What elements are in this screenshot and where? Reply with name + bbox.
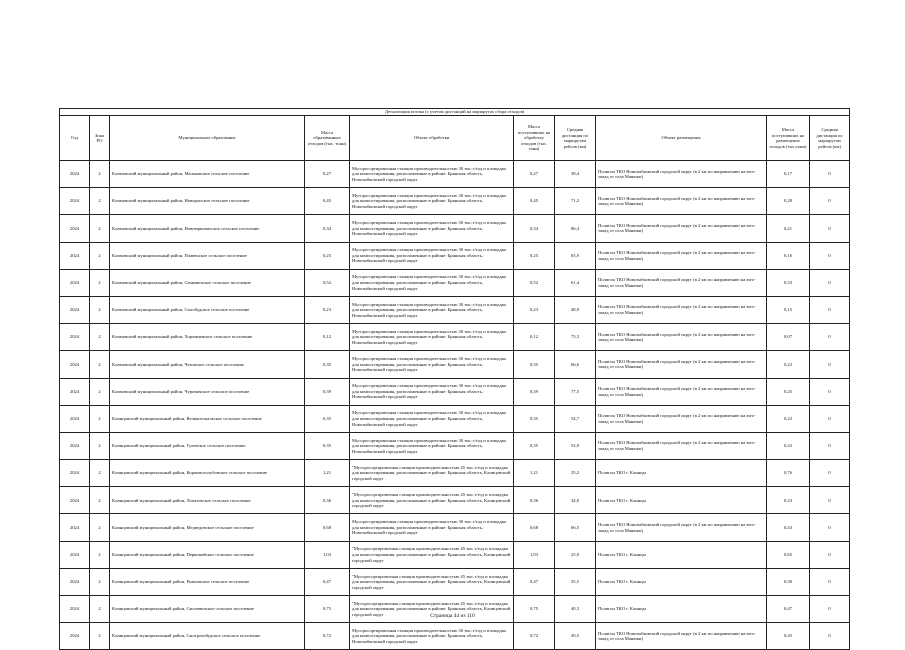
cell-avg-distance-route: 40,3 xyxy=(555,596,596,623)
table-row xyxy=(60,296,850,323)
cell-municipality: Клинцовский муниципальный район, Рожновское сельское поселение xyxy=(110,568,305,595)
cell-facility: "Мусоросортировочная станция производительностью 45 тыс.т/год и площадка для компостирования, расположенные в районе: Брянская область, Клинцовский городской округ xyxy=(350,460,514,487)
cell-disposal-mass: 0,07 xyxy=(767,324,810,351)
cell-received-mass: 1,21 xyxy=(514,460,555,487)
page-number: Страница 44 из 110 xyxy=(430,613,475,619)
cell-municipality: Климовский муниципальный район, Плавенское сельское поселение xyxy=(110,242,305,269)
cell-disposal-mass: 0,43 xyxy=(767,514,810,541)
cell-zone: 2 xyxy=(90,188,110,215)
cell-received-mass: 0,52 xyxy=(514,269,555,296)
cell-year: 2024 xyxy=(60,324,90,351)
cell-municipality: Климовский муниципальный район, Чуровичское сельское поселение xyxy=(110,378,305,405)
cell-facility: Мусоросортировочная станция производительностью 30 тыс.т/год и площадка для компостирования, расположенные в районе: Брянская область, Новозыбковский городской округ xyxy=(350,296,514,323)
cell-avg-distance-trips: 0 xyxy=(810,188,850,215)
cell-waste-mass: 0,36 xyxy=(305,487,350,514)
cell-facility: "Мусоросортировочная станция производительностью 45 тыс.т/год и площадка для компостирования, расположенные в районе: Брянская область, Клинцовский городской округ xyxy=(350,541,514,568)
cell-zone: 2 xyxy=(90,432,110,459)
cell-disposal-object: Полигон ТКО Новозыбковский городской округ (в 2 км по направлению на юго-запад от села Манюки) xyxy=(596,351,767,378)
header-disposal-mass: Масса поступивших на размещение отходов (тыс.тонн) xyxy=(767,116,810,161)
cell-facility: Мусоросортировочная станция производительностью 30 тыс.т/год и площадка для компостирования, расположенные в районе: Брянская область, Новозыбковский городской округ xyxy=(350,623,514,650)
cell-disposal-mass: 0,17 xyxy=(767,161,810,188)
cell-year: 2024 xyxy=(60,296,90,323)
cell-zone: 2 xyxy=(90,623,110,650)
cell-facility: "Мусоросортировочная станция производительностью 45 тыс.т/год и площадка для компостирования, расположенные в районе: Брянская область, Клинцовский городской округ xyxy=(350,568,514,595)
cell-disposal-object: Полигон ТКО Новозыбковский городской округ (в 2 км по направлению на юго-запад от села Манюки) xyxy=(596,514,767,541)
table-row xyxy=(60,487,850,514)
cell-received-mass: 0,45 xyxy=(514,188,555,215)
cell-avg-distance-route: 35,2 xyxy=(555,460,596,487)
cell-zone: 2 xyxy=(90,324,110,351)
cell-avg-distance-trips: 0 xyxy=(810,161,850,188)
cell-waste-mass: 0,52 xyxy=(305,269,350,296)
cell-waste-mass: 0,75 xyxy=(305,596,350,623)
cell-waste-mass: 0,39 xyxy=(305,378,350,405)
cell-disposal-object: Полигон ТКО Новозыбковский городской округ (в 2 км по направлению на юго-запад от села Манюки) xyxy=(596,296,767,323)
cell-received-mass: 0,27 xyxy=(514,161,555,188)
cell-waste-mass: 0,68 xyxy=(305,514,350,541)
cell-waste-mass: 0,47 xyxy=(305,568,350,595)
cell-avg-distance-trips: 0 xyxy=(810,541,850,568)
cell-disposal-mass: 0,22 xyxy=(767,351,810,378)
cell-zone: 2 xyxy=(90,460,110,487)
cell-received-mass: 0,35 xyxy=(514,405,555,432)
cell-municipality: Климовский муниципальный район, Сачковичское сельское поселение xyxy=(110,269,305,296)
cell-received-mass: 0,34 xyxy=(514,215,555,242)
cell-avg-distance-route: 52,9 xyxy=(555,432,596,459)
waste-flow-table xyxy=(59,108,850,650)
cell-disposal-object: Полигон ТКО Новозыбковский городской округ (в 2 км по направлению на юго-запад от села Манюки) xyxy=(596,188,767,215)
cell-year: 2024 xyxy=(60,487,90,514)
cell-disposal-mass: 0,21 xyxy=(767,215,810,242)
cell-zone: 2 xyxy=(90,161,110,188)
header-municipality: Муниципальное образование xyxy=(110,116,305,161)
cell-received-mass: 0,47 xyxy=(514,568,555,595)
cell-disposal-mass: 0,65 xyxy=(767,541,810,568)
cell-facility: Мусоросортировочная станция производительностью 30 тыс.т/год и площадка для компостирования, расположенные в районе: Брянская область, Новозыбковский городской округ xyxy=(350,351,514,378)
cell-zone: 2 xyxy=(90,351,110,378)
cell-facility: Мусоросортировочная станция производительностью 30 тыс.т/год и площадка для компостирования, расположенные в районе: Брянская область, Новозыбковский городской округ xyxy=(350,378,514,405)
cell-received-mass: 0,72 xyxy=(514,623,555,650)
cell-avg-distance-trips: 0 xyxy=(810,324,850,351)
cell-year: 2024 xyxy=(60,242,90,269)
cell-avg-distance-trips: 0 xyxy=(810,568,850,595)
cell-year: 2024 xyxy=(60,541,90,568)
table-row xyxy=(60,460,850,487)
cell-avg-distance-trips: 0 xyxy=(810,623,850,650)
cell-year: 2024 xyxy=(60,269,90,296)
cell-municipality: Климовский муниципальный район, Новоюрковичское сельское поселение xyxy=(110,215,305,242)
cell-disposal-object: Полигон ТКО Новозыбковский городской округ (в 2 км по направлению на юго-запад от села Манюки) xyxy=(596,242,767,269)
cell-zone: 2 xyxy=(90,405,110,432)
cell-municipality: Климовский муниципальный район, Сытобудское сельское поселение xyxy=(110,296,305,323)
cell-municipality: Климовский муниципальный район, Хоромненское сельское поселение xyxy=(110,324,305,351)
cell-waste-mass: 0,72 xyxy=(305,623,350,650)
cell-disposal-mass: 0,28 xyxy=(767,188,810,215)
cell-avg-distance-route: 25,0 xyxy=(555,541,596,568)
cell-avg-distance-route: 73,3 xyxy=(555,324,596,351)
table-row xyxy=(60,324,850,351)
cell-zone: 2 xyxy=(90,487,110,514)
cell-avg-distance-trips: 0 xyxy=(810,432,850,459)
cell-facility: "Мусоросортировочная станция производительностью 45 тыс.т/год и площадка для компостирования, расположенные в районе: Брянская область, Клинцовский городской округ xyxy=(350,596,514,623)
cell-facility: Мусоросортировочная станция производительностью 30 тыс.т/год и площадка для компостирования, расположенные в районе: Брянская область, Новозыбковский городской округ xyxy=(350,269,514,296)
cell-received-mass: 0,68 xyxy=(514,514,555,541)
cell-avg-distance-trips: 0 xyxy=(810,514,850,541)
cell-facility: Мусоросортировочная станция производительностью 30 тыс.т/год и площадка для компостирования, расположенные в районе: Брянская область, Новозыбковский городской округ xyxy=(350,514,514,541)
cell-disposal-mass: 0,47 xyxy=(767,596,810,623)
cell-avg-distance-route: 65,9 xyxy=(555,242,596,269)
cell-disposal-mass: 0,33 xyxy=(767,269,810,296)
cell-year: 2024 xyxy=(60,596,90,623)
cell-disposal-mass: 0,45 xyxy=(767,623,810,650)
table-row xyxy=(60,541,850,568)
table-row xyxy=(60,405,850,432)
header-avg-distance-trips: Средняя дистанция по маршрутам рейсов (км) xyxy=(810,116,850,161)
cell-disposal-mass: 0,15 xyxy=(767,296,810,323)
cell-municipality: Клинцовский муниципальный район, Великотопальское сельское поселение xyxy=(110,405,305,432)
table-row xyxy=(60,188,850,215)
cell-avg-distance-route: 71,2 xyxy=(555,188,596,215)
cell-avg-distance-trips: 0 xyxy=(810,460,850,487)
cell-year: 2024 xyxy=(60,215,90,242)
table-row xyxy=(60,568,850,595)
cell-waste-mass: 0,12 xyxy=(305,324,350,351)
cell-disposal-mass: 0,16 xyxy=(767,242,810,269)
cell-avg-distance-route: 66,6 xyxy=(555,351,596,378)
cell-disposal-object: Полигон ТКО Новозыбковский городской округ (в 2 км по направлению на юго-запад от села Манюки) xyxy=(596,432,767,459)
cell-disposal-object: Полигон ТКО Новозыбковский городской округ (в 2 км по направлению на юго-запад от села Манюки) xyxy=(596,161,767,188)
cell-year: 2024 xyxy=(60,351,90,378)
cell-waste-mass: 0,35 xyxy=(305,351,350,378)
cell-year: 2024 xyxy=(60,432,90,459)
cell-facility: Мусоросортировочная станция производительностью 30 тыс.т/год и площадка для компостирования, расположенные в районе: Брянская область, Новозыбковский городской округ xyxy=(350,324,514,351)
cell-year: 2024 xyxy=(60,623,90,650)
table-row xyxy=(60,623,850,650)
cell-zone: 2 xyxy=(90,568,110,595)
cell-disposal-mass: 0,22 xyxy=(767,405,810,432)
table-caption: Детализация потока (с учетом дистанций на маршрутах сбора отходов) xyxy=(60,109,850,116)
cell-disposal-mass: 0,30 xyxy=(767,568,810,595)
cell-municipality: Климовский муниципальный район, Мальковское сельское поселение xyxy=(110,161,305,188)
cell-zone: 2 xyxy=(90,541,110,568)
cell-zone: 2 xyxy=(90,215,110,242)
table-row xyxy=(60,269,850,296)
cell-disposal-mass: 0,22 xyxy=(767,432,810,459)
cell-year: 2024 xyxy=(60,161,90,188)
table-row xyxy=(60,514,850,541)
table-row xyxy=(60,351,850,378)
cell-avg-distance-trips: 0 xyxy=(810,351,850,378)
cell-avg-distance-route: 48,9 xyxy=(555,296,596,323)
cell-municipality: Клинцовский муниципальный район, Гулевское сельское поселение xyxy=(110,432,305,459)
cell-facility: Мусоросортировочная станция производительностью 30 тыс.т/год и площадка для компостирования, расположенные в районе: Брянская область, Новозыбковский городской округ xyxy=(350,188,514,215)
cell-disposal-object: Полигон ТКО Новозыбковский городской округ (в 2 км по направлению на юго-запад от села Манюки) xyxy=(596,378,767,405)
header-received-mass: Масса поступивших на обработку отходов (тыс. тонн) xyxy=(514,116,555,161)
cell-disposal-object: Полигон ТКО Новозыбковский городской округ (в 2 км по направлению на юго-запад от села Манюки) xyxy=(596,215,767,242)
table-row xyxy=(60,378,850,405)
cell-avg-distance-route: 77,5 xyxy=(555,378,596,405)
cell-zone: 2 xyxy=(90,514,110,541)
cell-avg-distance-trips: 0 xyxy=(810,242,850,269)
cell-received-mass: 0,36 xyxy=(514,487,555,514)
cell-year: 2024 xyxy=(60,378,90,405)
cell-disposal-mass: 0,23 xyxy=(767,487,810,514)
cell-disposal-object: Полигон ТКО Новозыбковский городской округ (в 2 км по направлению на юго-запад от села Манюки) xyxy=(596,269,767,296)
header-avg-distance-route: Средняя дистанция по маршрутам рейсов (км) xyxy=(555,116,596,161)
cell-avg-distance-trips: 0 xyxy=(810,405,850,432)
cell-received-mass: 0,12 xyxy=(514,324,555,351)
cell-year: 2024 xyxy=(60,514,90,541)
cell-avg-distance-trips: 0 xyxy=(810,596,850,623)
table-row xyxy=(60,242,850,269)
cell-avg-distance-route: 35,5 xyxy=(555,568,596,595)
cell-disposal-object: Полигон ТКО г. Клинцы xyxy=(596,460,767,487)
cell-zone: 2 xyxy=(90,378,110,405)
cell-avg-distance-trips: 0 xyxy=(810,296,850,323)
cell-zone: 2 xyxy=(90,596,110,623)
header-zone: Зона РО xyxy=(90,116,110,161)
cell-year: 2024 xyxy=(60,188,90,215)
table-row xyxy=(60,161,850,188)
cell-disposal-object: Полигон ТКО г. Клинцы xyxy=(596,487,767,514)
cell-avg-distance-trips: 0 xyxy=(810,487,850,514)
cell-disposal-object: Полигон ТКО г. Клинцы xyxy=(596,541,767,568)
cell-received-mass: 0,39 xyxy=(514,378,555,405)
cell-waste-mass: 0,35 xyxy=(305,432,350,459)
table-body xyxy=(60,161,850,650)
cell-waste-mass: 1,03 xyxy=(305,541,350,568)
table-row xyxy=(60,432,850,459)
cell-facility: "Мусоросортировочная станция производительностью 45 тыс.т/год и площадка для компостирования, расположенные в районе: Брянская область, Клинцовский городской округ xyxy=(350,487,514,514)
cell-facility: Мусоросортировочная станция производительностью 30 тыс.т/год и площадка для компостирования, расположенные в районе: Брянская область, Новозыбковский городской округ xyxy=(350,405,514,432)
cell-avg-distance-route: 54,7 xyxy=(555,405,596,432)
cell-disposal-object: Полигон ТКО г. Клинцы xyxy=(596,596,767,623)
cell-received-mass: 0,25 xyxy=(514,242,555,269)
cell-avg-distance-route: 86,4 xyxy=(555,215,596,242)
cell-received-mass: 0,23 xyxy=(514,296,555,323)
cell-facility: Мусоросортировочная станция производительностью 30 тыс.т/год и площадка для компостирования, расположенные в районе: Брянская область, Новозыбковский городской округ xyxy=(350,242,514,269)
cell-year: 2024 xyxy=(60,460,90,487)
cell-municipality: Клинцовский муниципальный район, Смолевичское сельское поселение xyxy=(110,596,305,623)
cell-avg-distance-route: 34,0 xyxy=(555,487,596,514)
table-row xyxy=(60,215,850,242)
cell-received-mass: 0,35 xyxy=(514,351,555,378)
header-facility: Объект обработки xyxy=(350,116,514,161)
cell-waste-mass: 0,25 xyxy=(305,242,350,269)
cell-disposal-mass: 0,25 xyxy=(767,378,810,405)
cell-zone: 2 xyxy=(90,242,110,269)
cell-received-mass: 0,75 xyxy=(514,596,555,623)
cell-facility: Мусоросортировочная станция производительностью 30 тыс.т/год и площадка для компостирования, расположенные в районе: Брянская область, Новозыбковский городской округ xyxy=(350,432,514,459)
cell-zone: 2 xyxy=(90,269,110,296)
cell-municipality: Клинцовский муниципальный район, Коржовоголубовское сельское поселение xyxy=(110,460,305,487)
cell-disposal-object: Полигон ТКО г. Клинцы xyxy=(596,568,767,595)
cell-facility: Мусоросортировочная станция производительностью 30 тыс.т/год и площадка для компостирования, расположенные в районе: Брянская область, Новозыбковский городской округ xyxy=(350,215,514,242)
cell-zone: 2 xyxy=(90,296,110,323)
header-year: Год xyxy=(60,116,90,161)
cell-municipality: Клинцовский муниципальный район, Смотровобудское сельское поселение xyxy=(110,623,305,650)
cell-received-mass: 0,35 xyxy=(514,432,555,459)
cell-municipality: Клинцовский муниципальный район, Лопатовское сельское поселение xyxy=(110,487,305,514)
cell-waste-mass: 0,35 xyxy=(305,405,350,432)
cell-received-mass: 1,03 xyxy=(514,541,555,568)
cell-municipality: Клинцовский муниципальный район, Медведовское сельское поселение xyxy=(110,514,305,541)
cell-waste-mass: 0,45 xyxy=(305,188,350,215)
cell-waste-mass: 0,23 xyxy=(305,296,350,323)
cell-disposal-mass: 0,76 xyxy=(767,460,810,487)
cell-avg-distance-route: 66,5 xyxy=(555,514,596,541)
header-waste-mass: Масса образованных отходов (тыс. тонн) xyxy=(305,116,350,161)
cell-avg-distance-route: 61,4 xyxy=(555,269,596,296)
cell-avg-distance-route: 38,4 xyxy=(555,161,596,188)
cell-disposal-object: Полигон ТКО Новозыбковский городской округ (в 2 км по направлению на юго-запад от села Манюки) xyxy=(596,324,767,351)
cell-disposal-object: Полигон ТКО Новозыбковский городской округ (в 2 км по направлению на юго-запад от села Манюки) xyxy=(596,405,767,432)
cell-waste-mass: 0,34 xyxy=(305,215,350,242)
header-disposal-object: Объект размещения xyxy=(596,116,767,161)
cell-municipality: Климовский муниципальный район, Новоропское сельское поселение xyxy=(110,188,305,215)
cell-disposal-object: Полигон ТКО Новозыбковский городской округ (в 2 км по направлению на юго-запад от села Манюки) xyxy=(596,623,767,650)
cell-avg-distance-trips: 0 xyxy=(810,378,850,405)
cell-facility: Мусоросортировочная станция производительностью 30 тыс.т/год и площадка для компостирования, расположенные в районе: Брянская область, Новозыбковский городской округ xyxy=(350,161,514,188)
cell-waste-mass: 0,27 xyxy=(305,161,350,188)
cell-year: 2024 xyxy=(60,405,90,432)
cell-municipality: Клинцовский муниципальный район, Первомайское сельское поселение xyxy=(110,541,305,568)
cell-waste-mass: 1,21 xyxy=(305,460,350,487)
cell-avg-distance-trips: 0 xyxy=(810,215,850,242)
cell-avg-distance-route: 49,5 xyxy=(555,623,596,650)
cell-year: 2024 xyxy=(60,568,90,595)
cell-avg-distance-trips: 0 xyxy=(810,269,850,296)
cell-municipality: Климовский муниципальный район, Чеховское сельское поселение xyxy=(110,351,305,378)
